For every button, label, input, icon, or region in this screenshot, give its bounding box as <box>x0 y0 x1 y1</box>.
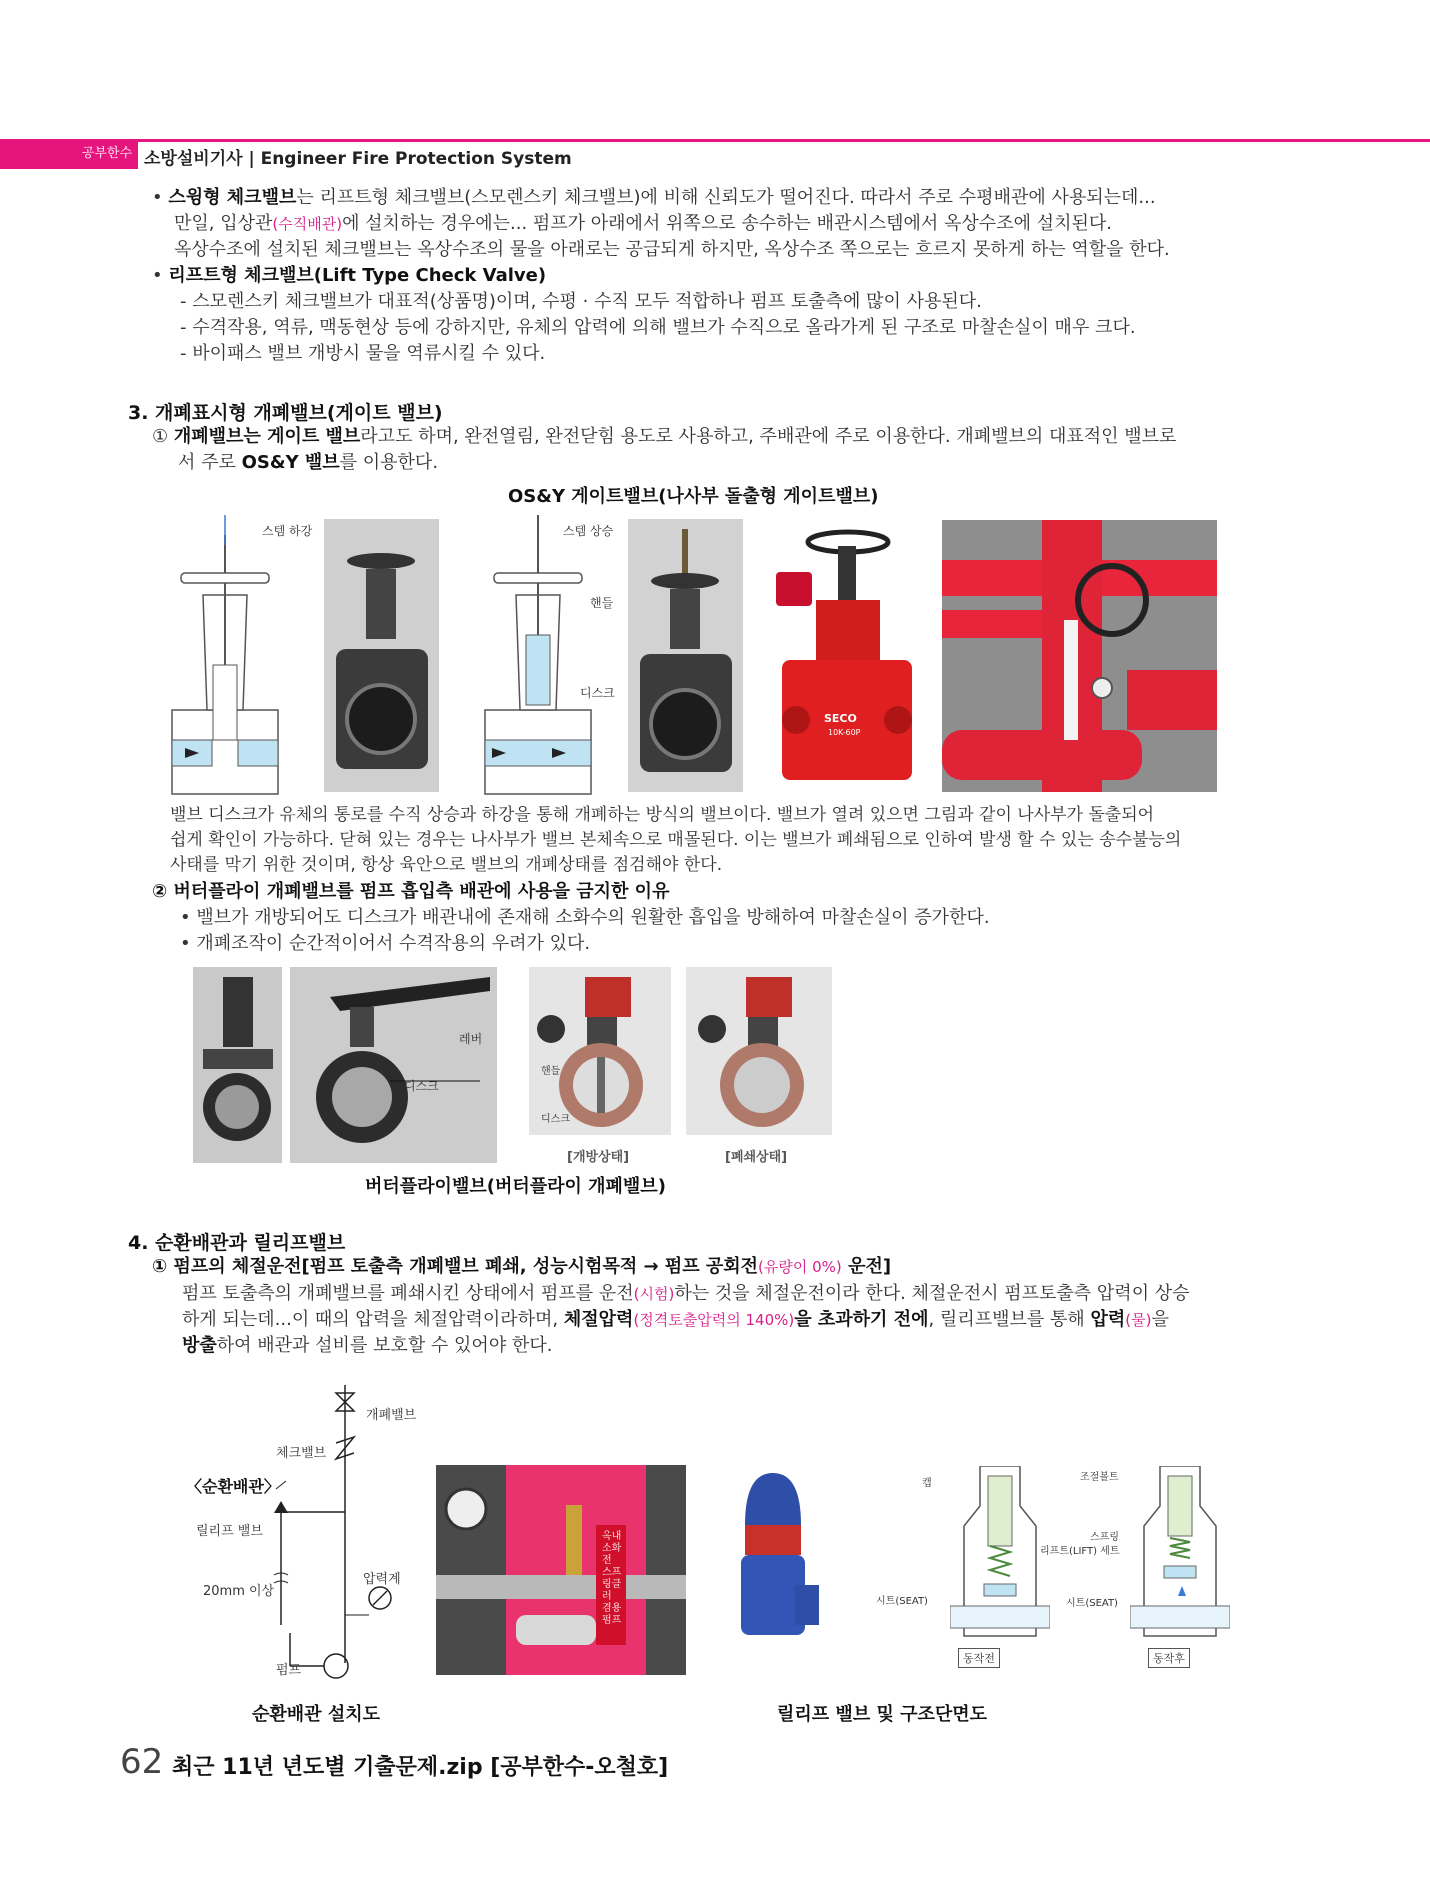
bullet: • <box>152 265 163 286</box>
red-piping-installation-photo <box>942 520 1217 792</box>
swing-text: 는 리프트형 체크밸브(스모렌스키 체크밸브)에 비해 신뢰도가 떨어진다. 따라서 주로 수평배관에 사용되는데... <box>296 187 1156 208</box>
diagram-pump-label: 펌프 <box>276 1663 302 1678</box>
s4-para-1 <box>152 1255 891 1279</box>
text: 만일, 입상관 <box>174 213 273 234</box>
lift-title-line <box>152 264 546 288</box>
lift-desc-3: - 바이패스 밸브 개방시 물을 역류시킬 수 있다. <box>180 343 546 364</box>
diagram-size-label: 20mm 이상 <box>203 1584 275 1599</box>
gate-desc-2: 쉽게 확인이 가능하다. 닫혀 있는 경우는 나사부가 밸브 본체속으로 매몰된다. 이는 밸브가 폐쇄됨으로 인하여 발생 할 수 있는 송수불능의 <box>170 830 1182 850</box>
s3-para-1 <box>152 425 1176 449</box>
label-disc-butterfly: 디스크 <box>404 1079 439 1093</box>
page-number: 62 <box>120 1742 164 1782</box>
text: 하여 배관과 설비를 보호할 수 있어야 한다. <box>216 1335 553 1356</box>
label-handle: 핸들 <box>590 596 614 610</box>
text: 펌프 토출측의 개폐밸브를 폐쇄시킨 상태에서 펌프를 운전 <box>182 1283 634 1304</box>
text: 라고도 하며, 완전열림, 완전닫힘 용도로 사용하고, 주배관에 주로 이용한다. 개폐밸브의 대표적인 밸브로 <box>360 426 1177 447</box>
swing-line-1 <box>152 186 1156 210</box>
text: 하는 것을 체절운전이라 한다. 체절운전시 펌프토출측 압력이 상승 <box>674 1283 1190 1304</box>
s4-line-3 <box>182 1334 552 1358</box>
relief-valve-caption: 릴리프 밸브 및 구조단면도 <box>777 1704 988 1725</box>
lift-title: 리프트형 체크밸브(Lift Type Check Valve) <box>168 265 547 286</box>
butterfly-valve-photo-1 <box>193 967 282 1163</box>
relief-cross-section-before <box>950 1466 1050 1656</box>
gate-valve-drawing-closed <box>165 515 285 797</box>
header-tag: 공부한수 <box>0 139 138 169</box>
label-lever: 레버 <box>459 1032 483 1046</box>
text: 서 주로 <box>178 452 242 473</box>
section-3-title: 3. 개폐표시형 개폐밸브(게이트 밸브) <box>128 402 443 424</box>
gate-valve-drawing-open <box>478 515 598 797</box>
label-seat-after: 시트(SEAT) <box>1066 1598 1118 1609</box>
label-lift-set: 리프트(LIFT) 세트 <box>1040 1546 1120 1557</box>
seco-logo-text: SECO <box>824 712 857 725</box>
swing-line-3: 옥상수조에 설치된 체크밸브는 옥상수조의 물을 아래로는 공급되게 하지만, 옥상수조 쪽으로는 흐르지 못하게 하는 역할을 한다. <box>174 239 1170 260</box>
header-rule <box>0 139 1430 142</box>
label-spring: 스프링 <box>1090 1532 1119 1543</box>
s4-line-2 <box>182 1308 1169 1332</box>
text: ① 펌프의 체절운전[펌프 토출측 개폐밸브 폐쇄, 성능시험목적 → 펌프 공회전 <box>152 1256 759 1277</box>
label-cap: 캡 <box>922 1478 932 1489</box>
osy-figure-caption: OS&Y 게이트밸브(나사부 돌출형 게이트밸브) <box>508 486 879 507</box>
label-after-operation: 동작후 <box>1148 1648 1190 1668</box>
label-stem-up: 스템 상승 <box>563 524 614 538</box>
swing-line-2 <box>174 212 1112 236</box>
term: 을 초과하기 전에 <box>794 1309 929 1330</box>
butterfly-reason-2: • 개폐조작이 순간적이어서 수격작용의 우려가 있다. <box>180 933 591 954</box>
lift-desc-2: - 수격작용, 역류, 맥동현상 등에 강하지만, 유체의 압력에 의해 밸브가 수직으로 올라가게 된 구조로 마찰손실이 매우 크다. <box>180 317 1136 338</box>
text: 을 <box>1151 1309 1169 1330</box>
relief-valve-photo <box>725 1465 820 1657</box>
seco-model-text: 10K-60P <box>828 728 861 737</box>
s3-term: 개폐밸브는 게이트 밸브 <box>173 426 361 447</box>
s3-para-2: ② 버터플라이 개폐밸브를 펌프 흡입측 배관에 사용을 금지한 이유 <box>152 881 670 902</box>
gate-desc-1: 밸브 디스크가 유체의 통로를 수직 상승과 하강을 통해 개폐하는 방식의 밸브이다. 밸브가 열려 있으면 그림과 같이 나사부가 돌출되어 <box>170 805 1155 825</box>
footer-text: 최근 11년 년도별 기출문제.zip [공부한수-오철호] <box>172 1755 669 1780</box>
highlight-note: (수직배관) <box>272 215 343 233</box>
lift-desc-1: - 스모렌스키 체크밸브가 대표적(상품명)이며, 수평 · 수직 모두 적합하나 펌프 토출측에 많이 사용된다. <box>180 291 982 312</box>
red-gate-valve-photo <box>776 520 916 792</box>
butterfly-figure-caption: 버터플라이밸브(버터플라이 개폐밸브) <box>365 1176 666 1197</box>
term: 방출 <box>182 1335 217 1356</box>
label-open-state: [개방상태] <box>567 1150 630 1165</box>
gate-valve-photo-open <box>628 519 743 792</box>
swing-term: 스윙형 체크밸브 <box>168 187 297 208</box>
item-number: ① <box>152 426 169 447</box>
s4-line-1 <box>182 1282 1190 1306</box>
highlight-note: (시험) <box>633 1285 675 1303</box>
butterfly-valve-closed-photo <box>686 967 832 1135</box>
header-title: 소방설비기사 | Engineer Fire Protection System <box>144 149 572 169</box>
highlight-note: (유량이 0%) <box>758 1258 842 1276</box>
text: 를 이용한다. <box>339 452 439 473</box>
term: 압력 <box>1090 1309 1126 1330</box>
label-disc-open: 디스크 <box>541 1114 570 1125</box>
term: 체절압력 <box>563 1309 634 1330</box>
diagram-gauge-label: 압력계 <box>363 1572 401 1587</box>
text: 운전] <box>841 1256 892 1277</box>
diagram-title: 〈순환배관〉 <box>186 1477 280 1496</box>
s3-para-1-line-2 <box>178 451 438 475</box>
pump-tag-text: 옥내소화전 스프링클러 겸용 펌프 <box>602 1531 622 1626</box>
relief-cross-section-after <box>1130 1466 1230 1656</box>
diagram-gate-valve-label: 개폐밸브 <box>366 1408 417 1423</box>
bullet: • <box>152 187 163 208</box>
pump-room-photo <box>436 1465 686 1675</box>
diagram-check-valve-label: 체크밸브 <box>276 1446 327 1461</box>
text: , 릴리프밸브를 통해 <box>928 1309 1091 1330</box>
text: 에 설치하는 경우에는... 펌프가 아래에서 위쪽으로 송수하는 배관시스템에서 옥상수조에 설치된다. <box>342 213 1112 234</box>
butterfly-reason-1: • 밸브가 개방되어도 디스크가 배관내에 존재해 소화수의 원활한 흡입을 방해하여 마찰손실이 증가한다. <box>180 907 990 928</box>
label-before-operation: 동작전 <box>958 1648 1000 1668</box>
label-stem-down: 스템 하강 <box>262 524 313 538</box>
section-4-title: 4. 순환배관과 릴리프밸브 <box>128 1232 346 1254</box>
label-seat-before: 시트(SEAT) <box>876 1596 928 1607</box>
butterfly-valve-photo-2 <box>290 967 497 1163</box>
label-closed-state: [폐쇄상태] <box>725 1150 788 1165</box>
diagram-relief-valve-label: 릴리프 밸브 <box>196 1524 263 1539</box>
highlight-note: (정격토출압력의 140%) <box>633 1311 795 1329</box>
label-adjust-bolt: 조절볼트 <box>1080 1472 1119 1483</box>
text: 하게 되는데...이 때의 압력을 체절압력이라하며, <box>182 1309 564 1330</box>
circulation-diagram-caption: 순환배관 설치도 <box>252 1704 380 1725</box>
label-handle-butterfly: 핸들 <box>541 1066 561 1077</box>
osy-term: OS&Y 밸브 <box>241 452 340 473</box>
gate-desc-3: 사태를 막기 위한 것이며, 항상 육안으로 밸브의 개폐상태를 점검해야 한다. <box>170 855 723 875</box>
highlight-note: (물) <box>1125 1311 1152 1329</box>
gate-valve-photo-closed <box>324 519 439 792</box>
label-disc: 디스크 <box>580 686 615 700</box>
